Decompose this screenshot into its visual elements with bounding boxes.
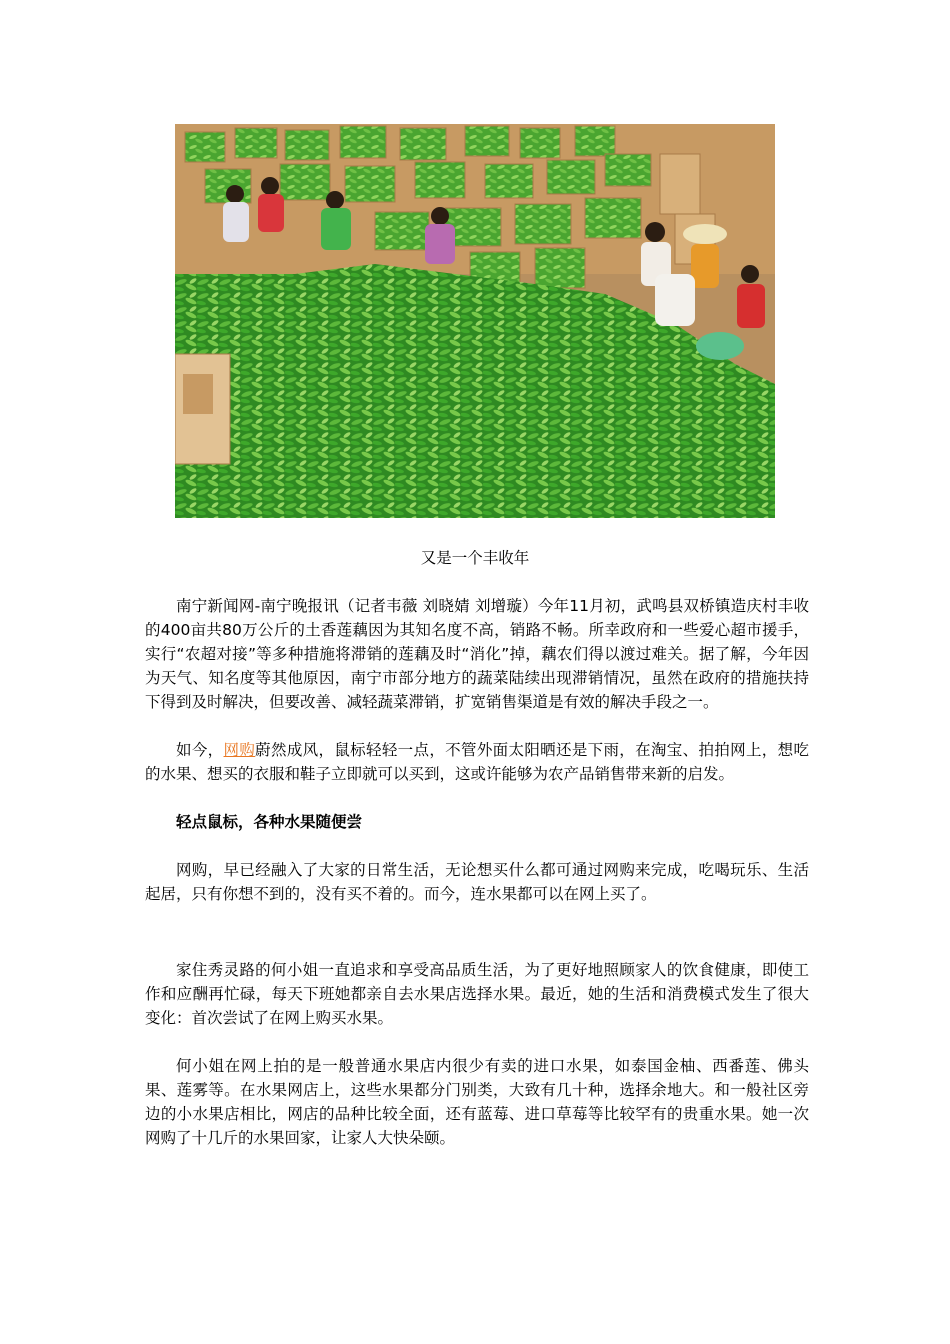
paragraph-ms-he — [145, 958, 809, 1030]
paragraph-online-fruit — [145, 858, 809, 906]
news-photo — [175, 124, 775, 518]
section-heading — [145, 810, 809, 834]
photo-caption: 又是一个丰收年 — [420, 549, 530, 567]
paragraph-ms-he-text: 家住秀灵路的何小姐一直追求和享受高品质生活，为了更好地照顾家人的饮食健康，即使工作和应酬再忙碌，每天下班她都亲自去水果店选择水果。最近，她的生活和消费模式发生了很大变化：首次尝试了在网上购买水果。 — [145, 961, 809, 1027]
paragraph-online-shopping-rest: 蔚然成风，鼠标轻轻一点，不管外面太阳晒还是下雨，在淘宝、拍拍网上，想吃的水果、想买的衣服和鞋子立即就可以买到，这或许能够为农产品销售带来新的启发。 — [145, 741, 809, 783]
section-heading-text: 轻点鼠标，各种水果随便尝 — [176, 813, 363, 831]
pepper-harvest-image — [175, 124, 775, 518]
online-shopping-link[interactable]: 网购 — [223, 741, 256, 759]
paragraph-online-shopping-text — [145, 738, 809, 786]
paragraph-intro-text: 南宁新闻网-南宁晚报讯（记者韦薇 刘晓婧 刘增璇）今年11月初，武鸣县双桥镇造庆村丰收的400亩共80万公斤的土香莲藕因为其知名度不高，销路不畅。所幸政府和一些爱心超市援手，实行“农超对接”等多种措施将滞销的莲藕及时“消化”掉，藕农们得以渡过难关。据了解，今年因为天气、知名度等其他原因，南宁市部分地方的蔬菜陆续出现滞销情况，虽然在政府的措施扶持下得到及时解决，但要改善、减轻蔬菜滞销，扩宽销售渠道是有效的解决手段之一。 — [145, 597, 809, 711]
paragraph-imported-fruit-text: 何小姐在网上拍的是一般普通水果店内很少有卖的进口水果，如泰国金柚、西番莲、佛头果、莲雾等。在水果网店上，这些水果都分门别类，大致有几十种，选择余地大。和一般社区旁边的小水果店相比，网店的品种比较全面，还有蓝莓、进口草莓等比较罕有的贵重水果。她一次网购了十几斤的水果回家，让家人大快朵颐。 — [145, 1057, 809, 1147]
paragraph-intro — [145, 594, 809, 714]
paragraph-online-fruit-text: 网购，早已经融入了大家的日常生活，无论想买什么都可通过网购来完成，吃喝玩乐、生活起居，只有你想不到的，没有买不着的。而今，连水果都可以在网上买了。 — [145, 861, 809, 903]
paragraph-online-shopping — [145, 738, 809, 786]
paragraph-imported-fruit — [145, 1054, 809, 1150]
paragraph-online-shopping-lead: 如今， — [176, 741, 224, 759]
